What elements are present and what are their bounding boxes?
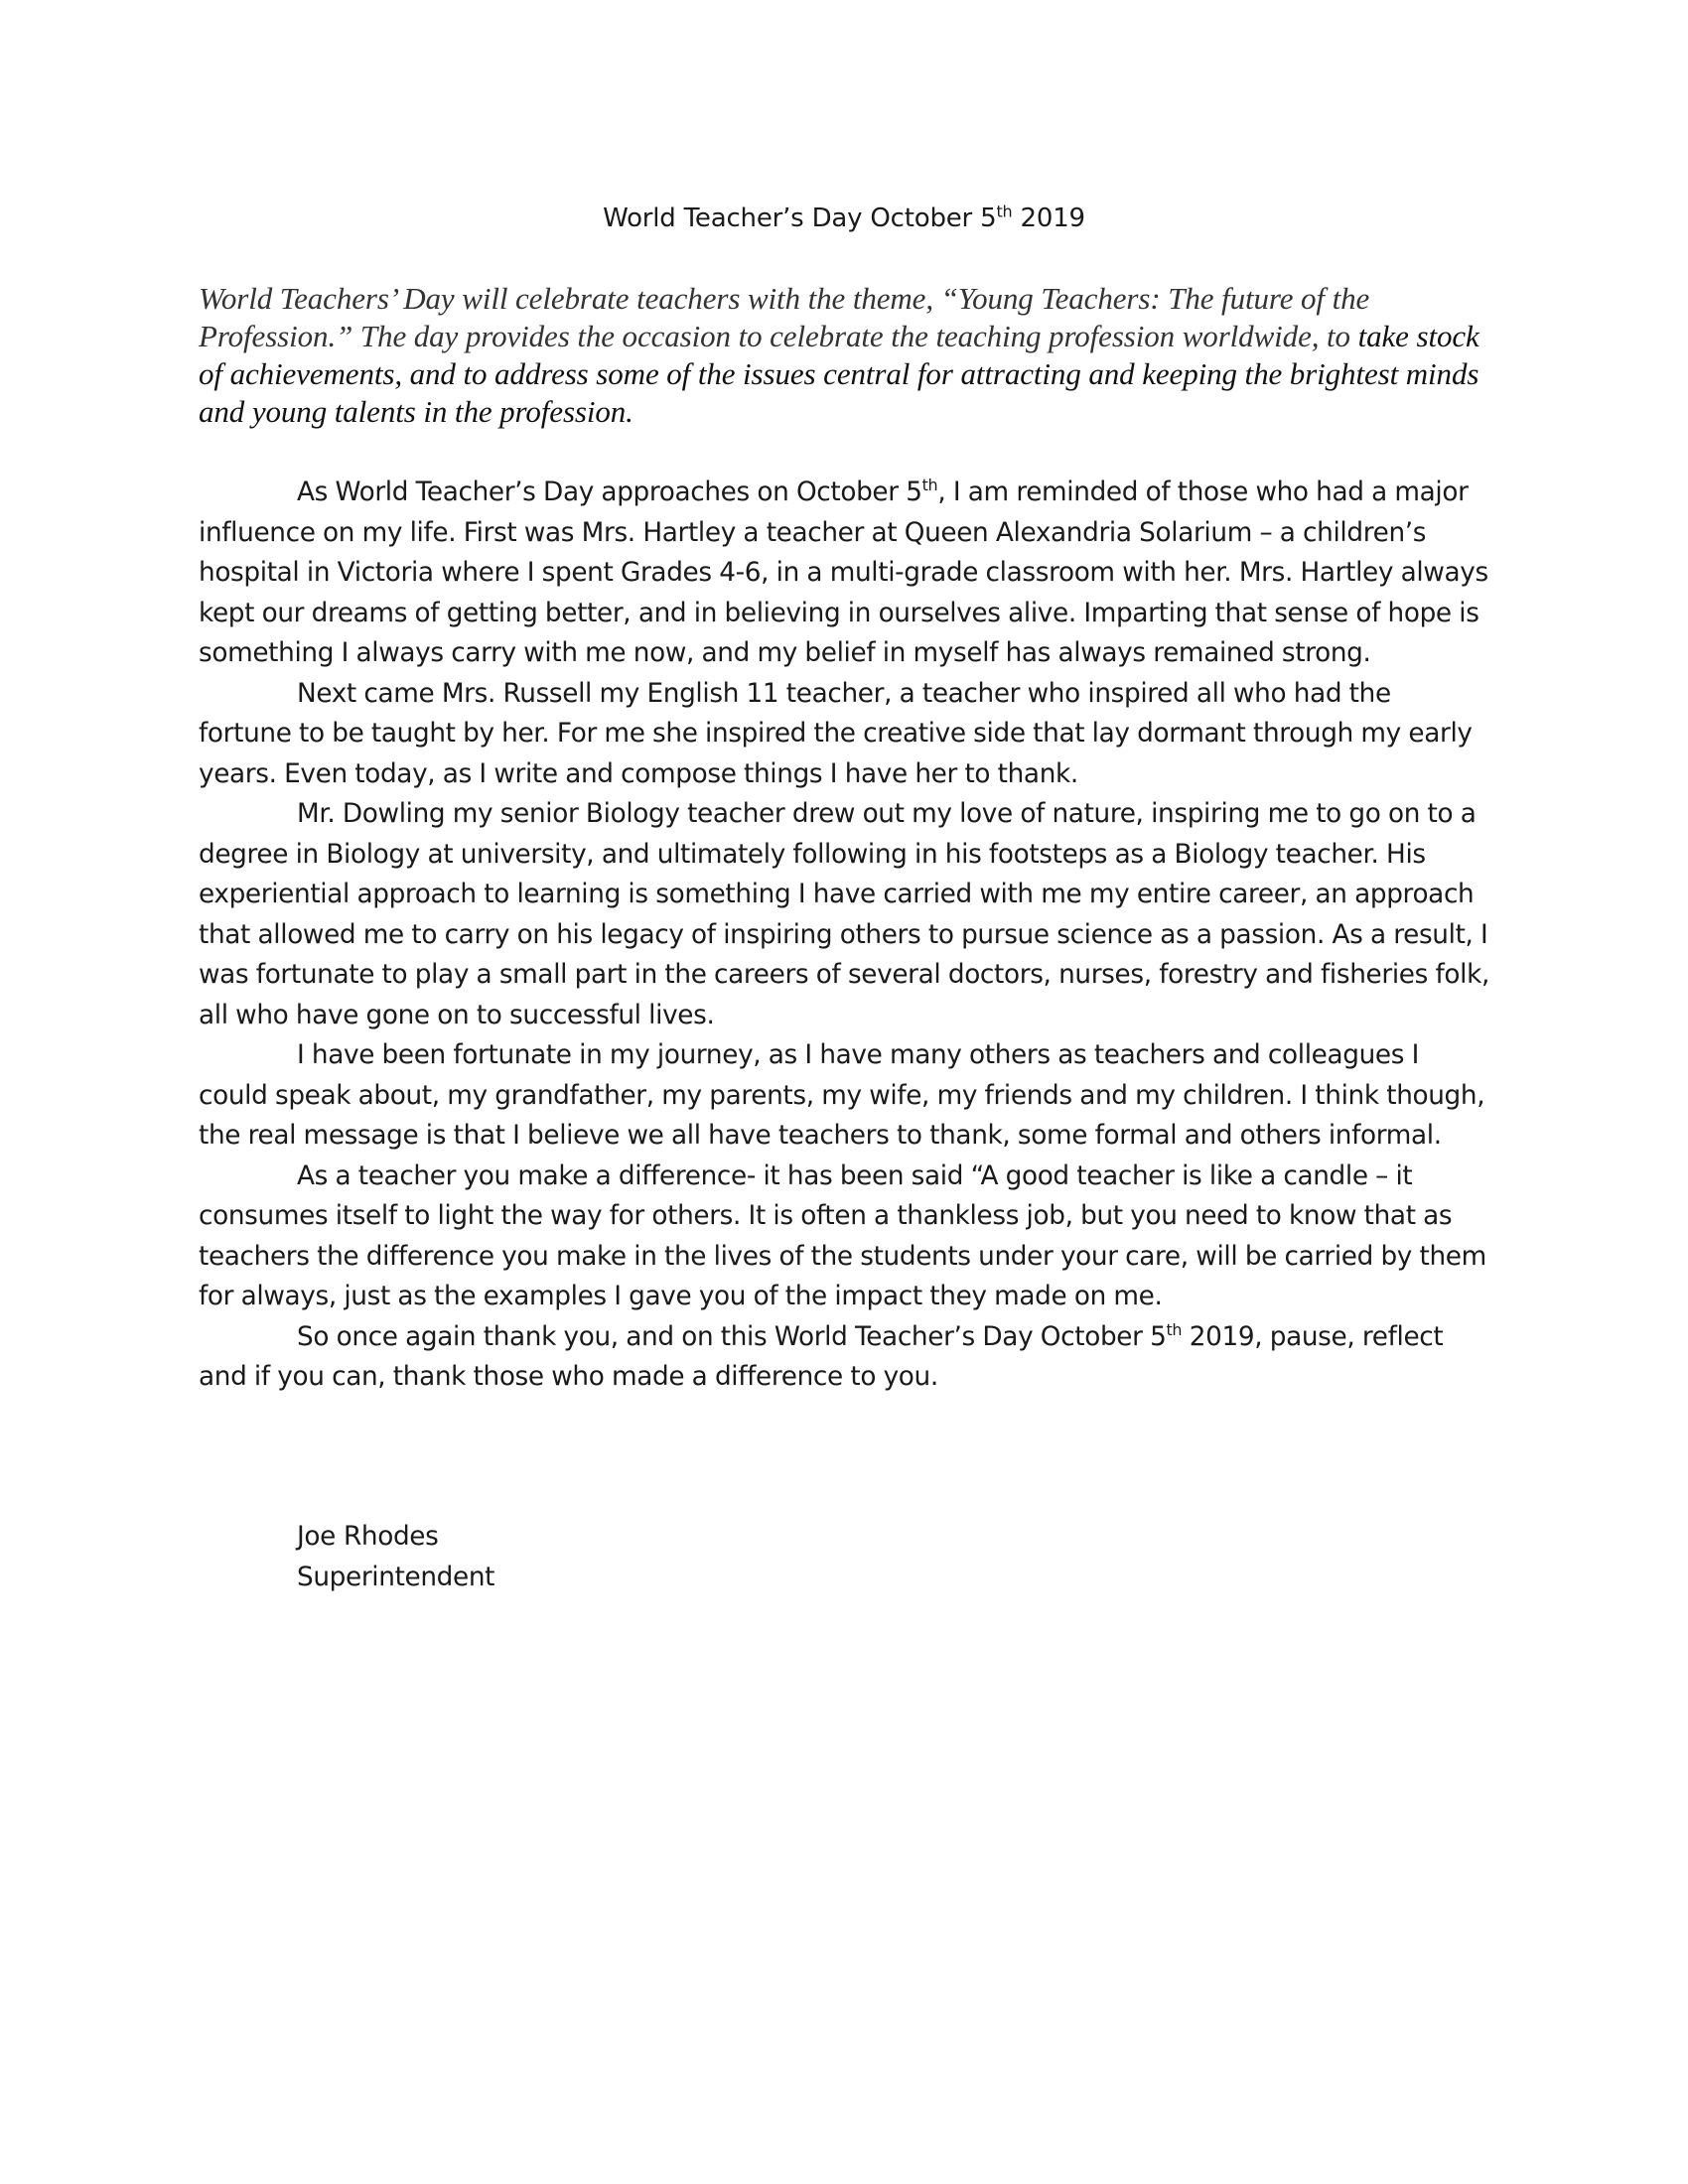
title-year: 2019 (1012, 204, 1085, 233)
paragraph-6-text: So once again thank you, and on this World Teacher’s Day October 5 (297, 1321, 1167, 1352)
intro-part-2: take stock of achievements, and to address some of the issues central for attracting and keeping the brightest minds and young talents in the profession. (199, 319, 1479, 429)
title-text: World Teacher’s Day October 5 (603, 204, 997, 233)
signature-name: Joe Rhodes (297, 1522, 439, 1552)
paragraph-6-superscript: th (1166, 1319, 1183, 1339)
signature-block (297, 1517, 494, 1597)
paragraph-1 (199, 473, 1489, 674)
paragraph-3: Mr. Dowling my senior Biology teacher drew out my love of nature, inspiring me to go on to a degree in Biology at university, and ultimately following in his footsteps as a Biology teacher. His experiential approach to learning is something I have carried with me my entire career, an approach that allowed me to carry on his legacy of inspiring others to pursue science as a passion. As a result, I was fortunate to play a small part in the careers of several doctors, nurses, forestry and fisheries folk, all who have gone on to successful lives. (199, 799, 1489, 1030)
paragraph-5: As a teacher you make a difference- it has been said “A good teacher is like a candle – it consumes itself to light the way for others. It is often a thankless job, but you need to know that as teachers the difference you make in the lives of the students under your care, will be carried by them for always, just as the examples I gave you of the impact they made on me. (199, 1160, 1486, 1311)
paragraph-6 (199, 1317, 1489, 1398)
paragraph-4: I have been fortunate in my journey, as I have many others as teachers and colleagues I could speak about, my grandfather, my parents, my wife, my friends and my children. I think though, the real message is that I believe we all have teachers to thank, some formal and others informal. (199, 1040, 1485, 1151)
paragraph-6-text-cont: 2019, pause, reflect and if you can, thank those who made a difference to you. (199, 1321, 1444, 1392)
intro-part-1: World Teachers’ Day will celebrate teachers with the theme, “Young Teachers: The future of the Profession.” The day provides the occasion to celebrate the teaching profession worldwide, to (199, 281, 1370, 353)
paragraph-1-text-cont: , I am reminded of those who had a major influence on my life. First was Mrs. Hartley a teacher at Queen Alexandria Solarium – a children’s hospital in Victoria where I spent Grades 4-6, in a multi-grade classroom with her. Mrs. Hartley always kept our dreams of getting better, and in believing in ourselves alive. Imparting that sense of hope is something I always carry with me now, and my belief in myself has always remained strong. (199, 478, 1488, 668)
letter-body (199, 473, 1489, 1398)
paragraph-2: Next came Mrs. Russell my English 11 teacher, a teacher who inspired all who had the fortune to be taught by her. For me she inspired the creative side that lay dormant through my early years. Even today, as I write and compose things I have her to thank. (199, 678, 1473, 789)
signature-role: Superintendent (297, 1562, 495, 1592)
paragraph-1-text: As World Teacher’s Day approaches on October 5 (297, 478, 922, 507)
paragraph-1-superscript: th (921, 476, 938, 495)
intro-quote (199, 280, 1499, 431)
title-superscript: th (996, 202, 1013, 221)
page-title (0, 201, 1688, 236)
